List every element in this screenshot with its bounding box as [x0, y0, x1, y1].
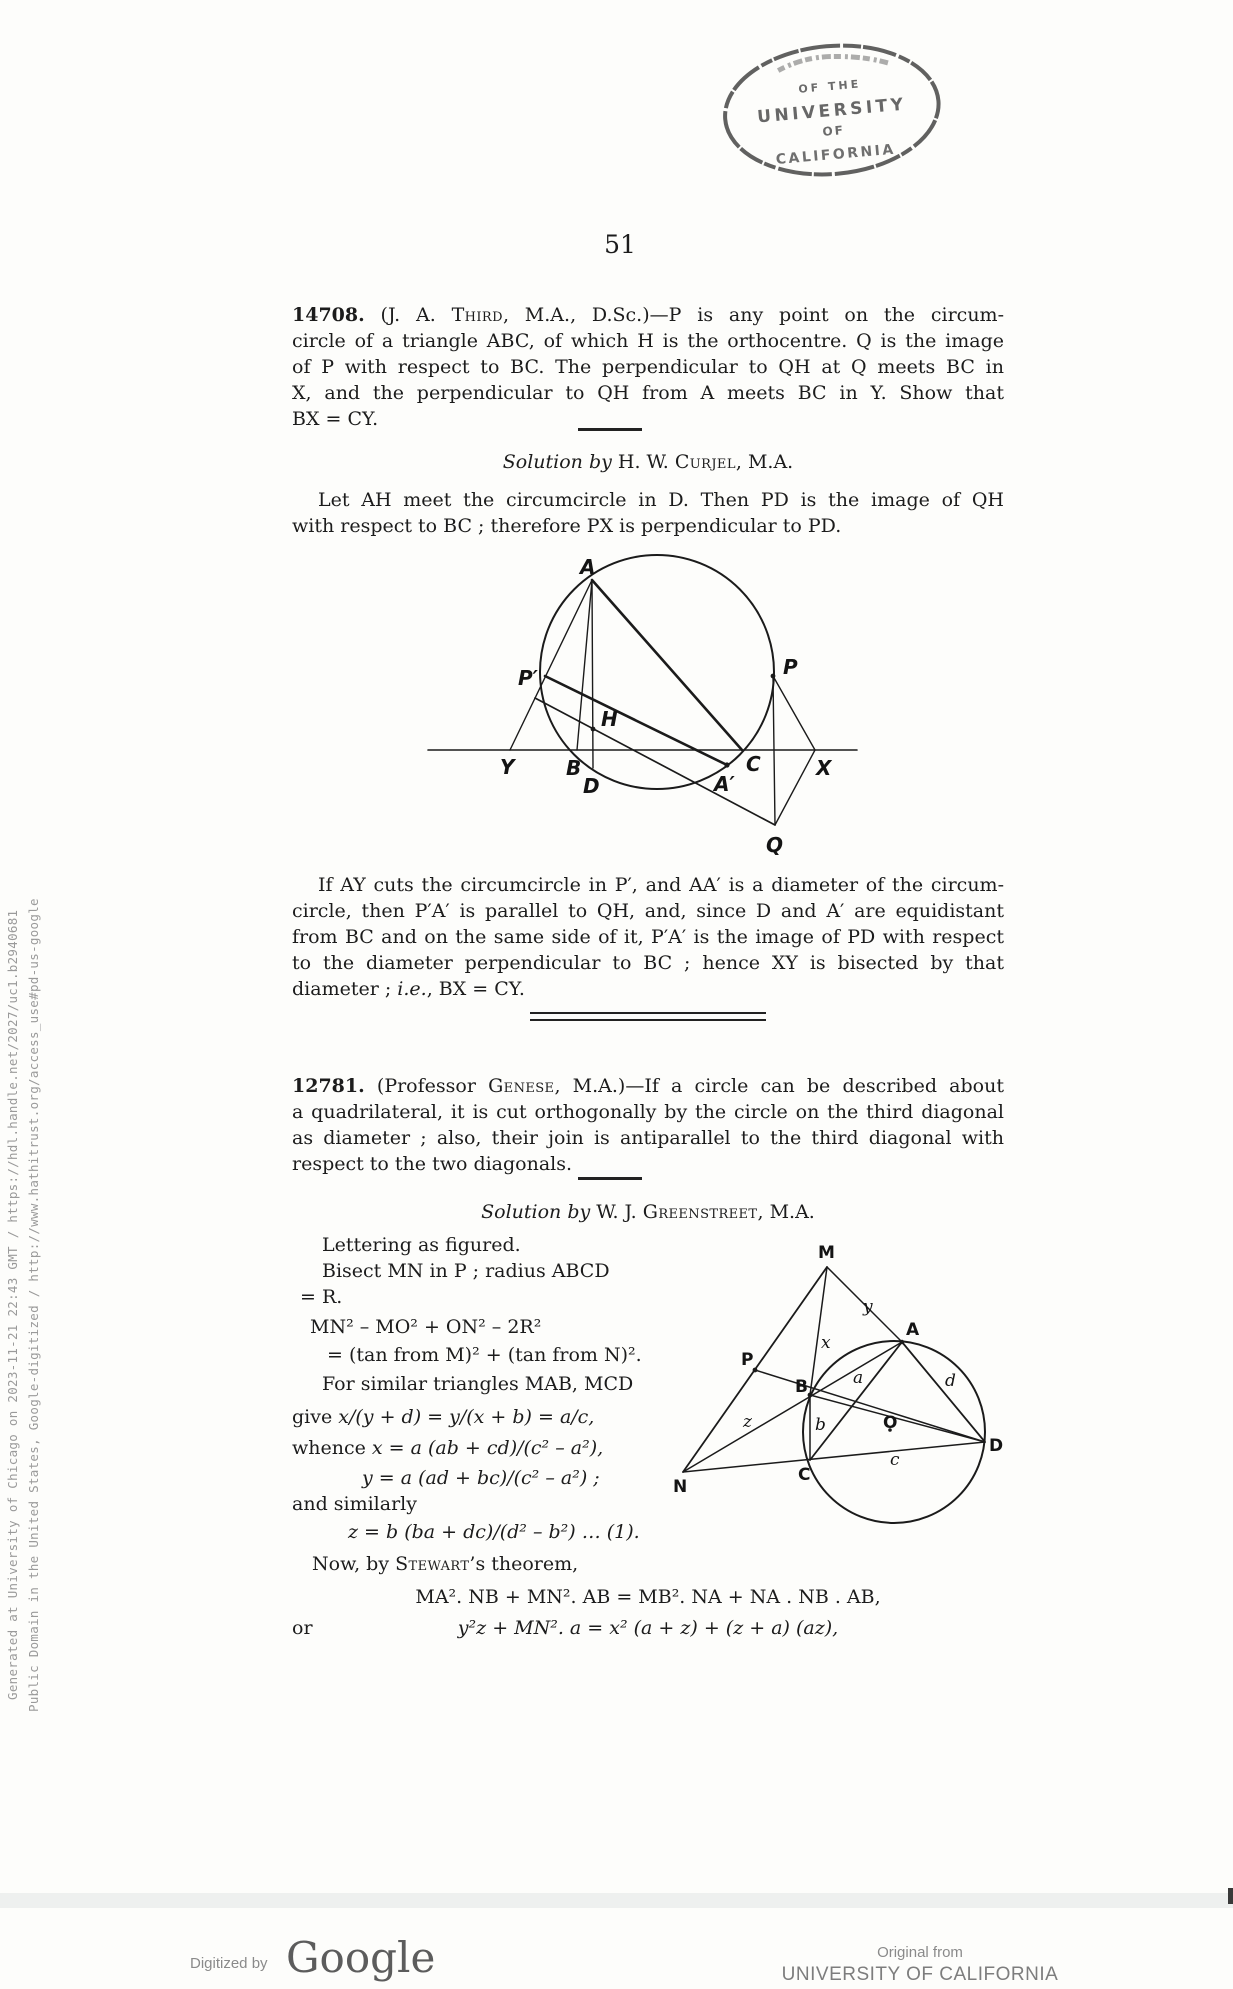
label-D: D [583, 774, 600, 798]
work-line: y²z + MN². a = x² (a + z) + (z + a) (az), [457, 1617, 839, 1639]
separator-rule [578, 1177, 642, 1180]
solution-paragraph-1 [292, 487, 1004, 539]
work-line: give x/(y + d) = y/(x + b) = a/c, [292, 1406, 595, 1428]
solution-byline-2: Solution by W. J. Greenstreet, M.A. [481, 1201, 815, 1223]
work-line: y = a (ad + bc)/(c² – a²) ; [362, 1467, 600, 1489]
line-AD [902, 1342, 985, 1442]
label-x: x [821, 1333, 831, 1353]
work-line: = (tan from M)² + (tan from N)². [327, 1344, 642, 1366]
google-logo: Google [286, 1933, 436, 1982]
scan-edge-mark [1228, 1888, 1233, 1904]
work-line: Lettering as figured. [322, 1234, 521, 1256]
work-line: Now, by Stewart’s theorem, [312, 1553, 579, 1575]
solution-paragraph-2 [292, 872, 1004, 1002]
label-P: P [783, 655, 798, 679]
problem-12781 [292, 1073, 1004, 1177]
work-line: MN² – MO² + ON² – 2R² [310, 1316, 542, 1338]
work-line: or [292, 1617, 313, 1639]
stamp-text-university: UNIVERSITY [756, 94, 908, 128]
work-line: MA². NB + MN². AB = MB². NA + NA . NB . AB, [415, 1586, 881, 1608]
point-H [591, 727, 596, 732]
work-line: whence x = a (ab + cd)/(c² – a²), [292, 1437, 604, 1459]
page-number: 51 [604, 230, 636, 259]
line-NA [683, 1342, 902, 1472]
problem-number: 12781. [292, 1075, 365, 1097]
problem-14708 [292, 302, 1004, 432]
work-line: z = b (ba + dc)/(d² – b²) … (1). [348, 1521, 640, 1543]
solver-name: Curjel [674, 451, 736, 473]
text-line: with respect to BC ; therefore PX is perpendicular to PD. [292, 515, 842, 537]
label-O: O [883, 1413, 898, 1433]
point-B [808, 1393, 813, 1398]
line-PQ [773, 676, 775, 825]
label-Q: Q [766, 833, 784, 857]
point-A [900, 1340, 904, 1344]
stamp-text-of: OF [821, 122, 846, 139]
work-line: For similar triangles MAB, MCD [322, 1373, 634, 1395]
work-line: Bisect MN in P ; radius ABCD [322, 1260, 610, 1282]
text-line: 12781. (Professor Genese, M.A.)—If a circle can be described about [292, 1075, 1004, 1097]
circumcircle [540, 555, 774, 789]
label-P: P [741, 1350, 754, 1370]
text-line: respect to the two diagonals. [292, 1153, 573, 1175]
line-PX [773, 676, 815, 750]
label-Y: Y [500, 755, 515, 779]
library-stamp [712, 28, 952, 196]
point-Aprime [724, 762, 729, 767]
stamp-smudge [777, 51, 888, 72]
original-from-label: Original from [877, 1944, 963, 1961]
text-line: If AY cuts the circumcircle in P′, and AA′ is a diameter of the circum- [318, 874, 1004, 896]
text-line: of P with respect to BC. The perpendicular to QH at Q meets BC in [292, 356, 1004, 378]
scan-edge-band [0, 1893, 1233, 1908]
text-line: diameter ; i.e., BX = CY. [292, 978, 525, 1000]
figure-circumcircle-diagram [420, 543, 870, 873]
author-name: Genese [488, 1075, 555, 1097]
point-P [771, 674, 776, 679]
label-C: C [746, 752, 761, 776]
label-N: N [673, 1477, 688, 1497]
work-line: and similarly [292, 1493, 417, 1515]
text-line: circle of a triangle ABC, of which H is the orthocentre. Q is the image [292, 330, 1004, 352]
line-BD [810, 1395, 985, 1442]
hathitrust-public-domain-note: Public Domain in the United States, Google-digitized / http://www.hathitrust.org/access_use#pd-us-google [26, 898, 41, 1712]
text-line: as diameter ; also, their join is antiparallel to the third diagonal with [292, 1127, 1004, 1149]
label-M: M [818, 1243, 835, 1263]
label-a: a [853, 1368, 864, 1388]
label-A: A [906, 1320, 920, 1340]
label-H: H [601, 707, 618, 731]
label-c: c [890, 1450, 900, 1470]
solver-name: Greenstreet [642, 1201, 758, 1223]
original-institution-label: UNIVERSITY OF CALIFORNIA [781, 1964, 1059, 1985]
author-name: Third [451, 304, 503, 326]
text-line: BX = CY. [292, 408, 379, 430]
separator-rule [578, 428, 642, 431]
digitized-by-label: Digitized by [190, 1955, 268, 1972]
label-A: A [580, 555, 596, 579]
text-line: to the diameter perpendicular to BC ; hence XY is bisected by that [292, 952, 1004, 974]
text-line: 14708. (J. A. Third, M.A., D.Sc.)—P is any point on the circum- [292, 304, 1004, 326]
label-z: z [743, 1412, 752, 1432]
text-line: X, and the perpendicular to QH from A meets BC in Y. Show that [292, 382, 1004, 404]
line-ND [683, 1442, 985, 1472]
label-D: D [989, 1436, 1004, 1456]
stamp-text-california: CALIFORNIA [775, 141, 897, 169]
label-A-prime: A′ [714, 772, 735, 796]
label-C: C [798, 1465, 811, 1485]
label-P-prime: P′ [518, 666, 538, 690]
stamp-text-of-the: OF THE [797, 77, 862, 96]
text-line: circle, then P′A′ is parallel to QH, and, since D and A′ are equidistant [292, 900, 1004, 922]
line-AD [592, 580, 593, 768]
work-line: = R. [300, 1286, 343, 1308]
figure-quadrilateral-diagram [655, 1238, 1023, 1568]
text-line: a quadrilateral, it is cut orthogonally by the circle on the third diagonal [292, 1101, 1004, 1123]
label-b: b [815, 1415, 826, 1435]
problem-number: 14708. [292, 304, 365, 326]
label-B: B [566, 756, 582, 780]
double-rule-separator [530, 1012, 766, 1021]
line-QX [775, 750, 815, 825]
label-y: y [863, 1297, 873, 1317]
label-X: X [816, 756, 832, 780]
hathitrust-generated-note: Generated at University of Chicago on 2023-11-21 22:43 GMT / https://hdl.handle.net/2027/uc1.b2940681 [5, 909, 20, 1700]
solution-byline-1: Solution by H. W. Curjel, M.A. [502, 451, 794, 473]
label-d: d [945, 1371, 956, 1391]
text-line: Let AH meet the circumcircle in D. Then PD is the image of QH [318, 489, 1004, 511]
text-line: from BC and on the same side of it, P′A′ is the image of PD with respect [292, 926, 1004, 948]
label-B: B [795, 1377, 808, 1397]
